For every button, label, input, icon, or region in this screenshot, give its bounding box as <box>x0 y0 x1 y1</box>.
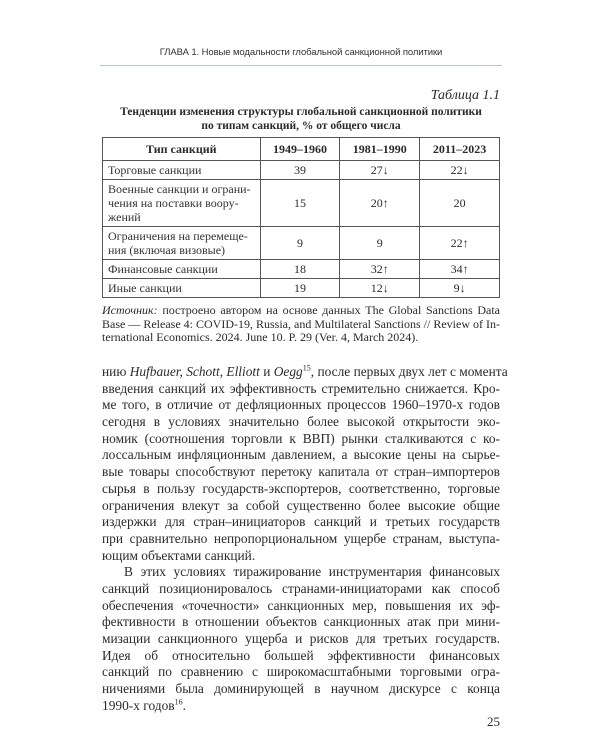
body-line: при сравнительно непропорциональном ущербе странам, выступа- <box>102 530 500 546</box>
text: и <box>259 364 274 379</box>
table-row <box>103 260 500 279</box>
table-row <box>103 180 500 227</box>
cell: 32↑ <box>340 260 420 279</box>
text: , после первых двух лет с момента <box>310 364 508 379</box>
cell: 18 <box>260 260 340 279</box>
cell: 22↓ <box>420 161 500 180</box>
body-line: фективности в отношении объектов санкционных атак при мини- <box>102 614 500 630</box>
body-line <box>102 363 508 381</box>
row-label-line: жений <box>108 210 141 224</box>
text: . <box>182 697 186 713</box>
table-row <box>103 227 500 260</box>
source-line <box>102 304 500 318</box>
cell: 20 <box>420 180 500 227</box>
row-label: Иные санкции <box>103 279 261 298</box>
cell: 9↓ <box>420 279 500 298</box>
header-cell: 2011–2023 <box>420 138 500 161</box>
row-label <box>103 180 261 227</box>
body-line: обеспечения «точечности» санкционных мер, повышения их эф- <box>102 597 500 613</box>
body-line: мизации санкционного ущерба и рисков для третьих государств. <box>102 631 500 646</box>
source-line: Base — Release 4: COVID-19, Russia, and Multilateral Sanctions // Review of In- <box>102 316 500 331</box>
body-line: номик (соотношения торговли к ВВП) рынки сталкиваются с ко- <box>102 430 500 446</box>
table-label: Таблица 1.1 <box>430 88 500 103</box>
header-cell: 1949–1960 <box>260 138 340 161</box>
body-line: сегодня в условиях значительно более высокой открытости эко- <box>102 414 500 430</box>
source-label: Источник: <box>102 303 158 317</box>
row-label-line: Военные санкции и ограни- <box>108 182 251 196</box>
body-line: сырья в пользу государств-экспортеров, соответственно, торговые <box>102 480 500 496</box>
cell: 9 <box>260 227 340 260</box>
table-title-line: Тенденции изменения структуры глобальной санкционной политики <box>120 106 482 118</box>
sanctions-table <box>102 137 500 298</box>
source-text: построено автором на основе данных The Global Sanctions Data <box>157 303 500 317</box>
cell: 19 <box>260 279 340 298</box>
body-line: ничениями была доминирующей в научном дискурсе с конца <box>102 681 500 697</box>
cell: 34↑ <box>420 260 500 279</box>
cell: 9 <box>340 227 420 260</box>
header-rule <box>100 65 502 66</box>
body-text <box>102 363 508 714</box>
body-line: ме того, в отличие от дефляционных процессов 1960–1970-х годов <box>102 397 500 413</box>
body-line: санкций позиционировалось странами-инициаторами как способ <box>102 580 500 596</box>
author-names: Hufbauer, Schott, Elliott <box>129 364 260 379</box>
table-row <box>103 161 500 180</box>
body-line: введения санкций их эффективность стремительно снижается. Кро- <box>102 380 500 396</box>
text: 1990-х годов <box>102 697 175 713</box>
row-label-line: ния (включая визовые) <box>108 243 226 257</box>
text: нию <box>102 364 130 379</box>
body-line: санкций по сравнению с широкомасштабными торговыми огра- <box>102 664 500 680</box>
table-header-row <box>103 138 500 161</box>
cell: 15 <box>260 180 340 227</box>
cell: 22↑ <box>420 227 500 260</box>
body-line: вые товары способствуют перетоку капитала от стран–импортеров <box>102 464 500 480</box>
header-cell: 1981–1990 <box>340 138 420 161</box>
cell: 27↓ <box>340 161 420 180</box>
row-label: Торговые санкции <box>103 161 261 180</box>
row-label-line: чения на поставки воору- <box>108 196 239 210</box>
page-number: 25 <box>487 714 500 729</box>
author-name: Oegg <box>273 364 303 379</box>
running-header: ГЛАВА 1. Новые модальности глобальной санкционной политики <box>159 47 443 58</box>
body-line <box>102 698 500 715</box>
row-label <box>103 227 261 260</box>
table-title-line: по типам санкций, % от общего числа <box>201 120 401 132</box>
footnote-ref[interactable]: 15 <box>302 363 311 373</box>
cell: 39 <box>260 161 340 180</box>
body-line: ограничения влекут за собой существенно более высокие общие <box>102 497 500 513</box>
table-title <box>102 105 500 133</box>
row-label-line: Ограничения на перемеще- <box>108 229 248 243</box>
table-row <box>103 279 500 298</box>
source-line: ternational Economics. 2024. June 10. P. 29 (Ver. 4, March 2024). <box>102 330 419 344</box>
body-line: издержки для стран–инициаторов санкций и третьих государств <box>102 514 500 530</box>
body-line: ющим объектами санкций. <box>102 547 256 563</box>
row-label: Финансовые санкции <box>103 260 261 279</box>
cell: 20↑ <box>340 180 420 227</box>
body-line: В этих условиях тиражирование инструментария финансовых <box>124 564 500 580</box>
body-line: Идея об относительно большей эффективности финансовых <box>102 647 500 663</box>
footnote-ref[interactable]: 16 <box>174 697 183 707</box>
body-line: лоссальным инфляционным давлением, а высокие цены на сырье- <box>102 447 500 463</box>
table-source-note <box>102 304 500 345</box>
cell: 12↓ <box>340 279 420 298</box>
header-cell: Тип санкций <box>103 138 261 161</box>
